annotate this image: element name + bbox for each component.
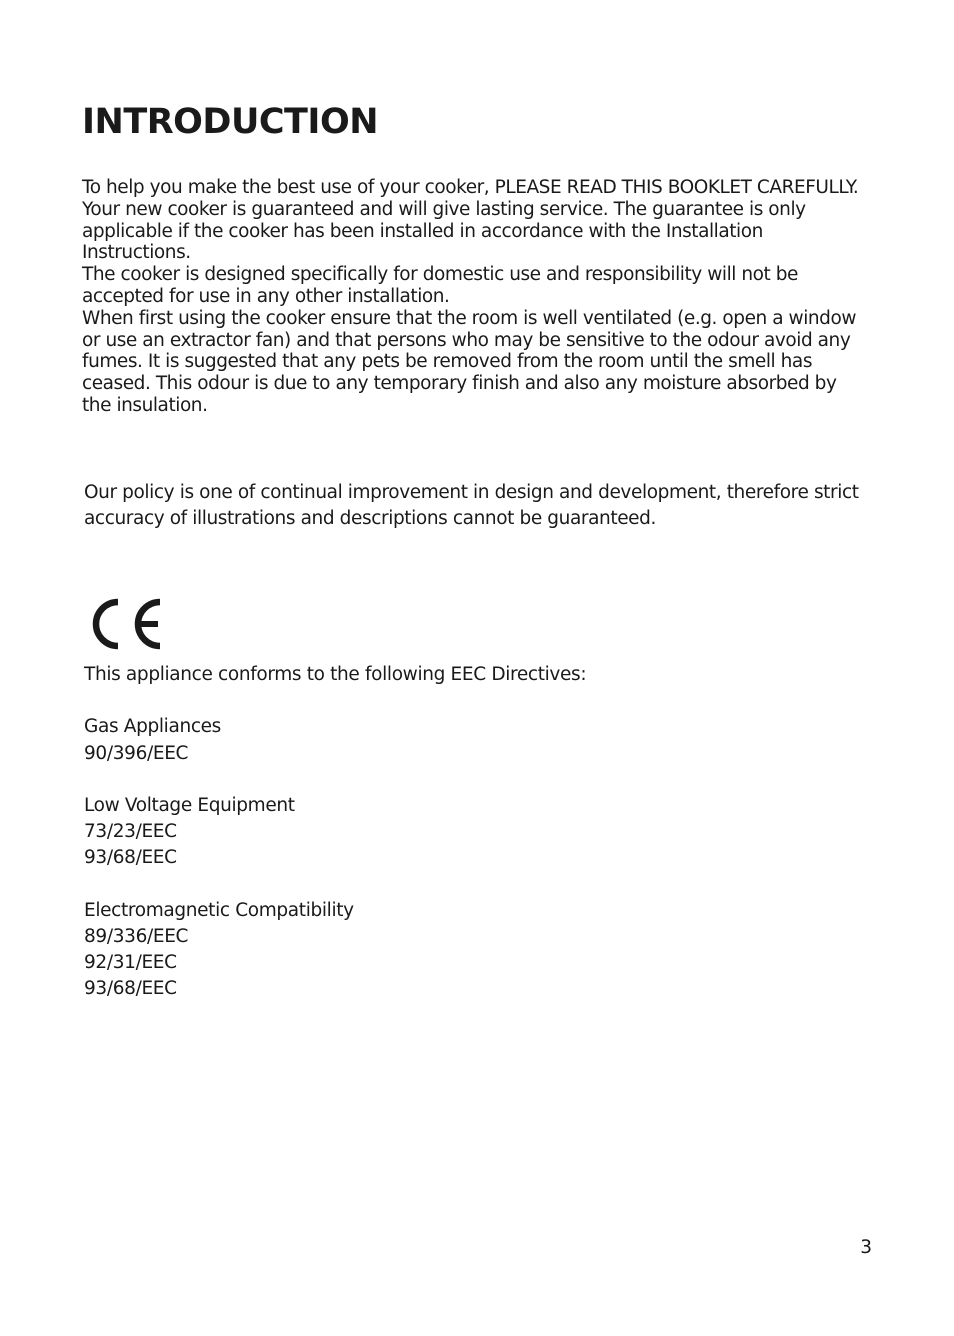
intro-paragraph: The cooker is designed specifically for domestic use and responsibility will not be accepted for use in any other installation. [82,264,798,307]
directive-group-name: Electromagnetic Compatibility [84,899,354,921]
directive-code: 90/396/EEC [84,742,189,764]
conformity-statement: This appliance conforms to the following EEC Directives: [84,664,587,685]
page-number: 3 [860,1237,872,1258]
directive-group-gas [84,714,784,766]
directive-group-emc [84,898,784,1003]
intro-paragraph: To help you make the best use of your cooker, PLEASE READ THIS BOOKLET CAREFULLY. [82,177,859,198]
intro-paragraph: Your new cooker is guaranteed and will give lasting service. The guarantee is only applicable if the cooker has been installed in accordance with the Installation Instructions. [82,198,806,264]
policy-text: Our policy is one of continual improvement in design and development, therefore strict accuracy of illustrations and descriptions cannot be guaranteed. [84,482,859,529]
intro-paragraph: When first using the cooker ensure that the room is well ventilated (e.g. open a window or use an extractor fan) and that persons who may be sensitive to the odour avoid any fumes. It is suggested that any pets be removed from the room until the smell has ceased. This odour is due to any temporary finish and also any moisture absorbed by the insulation. [82,307,857,416]
intro-text [82,177,862,417]
directive-code: 93/68/EEC [84,847,177,869]
directive-code: 89/336/EEC [84,925,189,947]
directive-group-name: Gas Appliances [84,716,221,738]
directive-code: 93/68/EEC [84,978,177,1000]
ce-mark-icon [82,596,164,652]
directive-code: 92/31/EEC [84,952,177,974]
directive-group-name: Low Voltage Equipment [84,794,295,816]
page-title: INTRODUCTION [82,102,378,142]
directives-list [84,662,784,1002]
directive-code: 73/23/EEC [84,821,177,843]
directive-group-low-voltage [84,793,784,872]
policy-statement [84,480,864,532]
